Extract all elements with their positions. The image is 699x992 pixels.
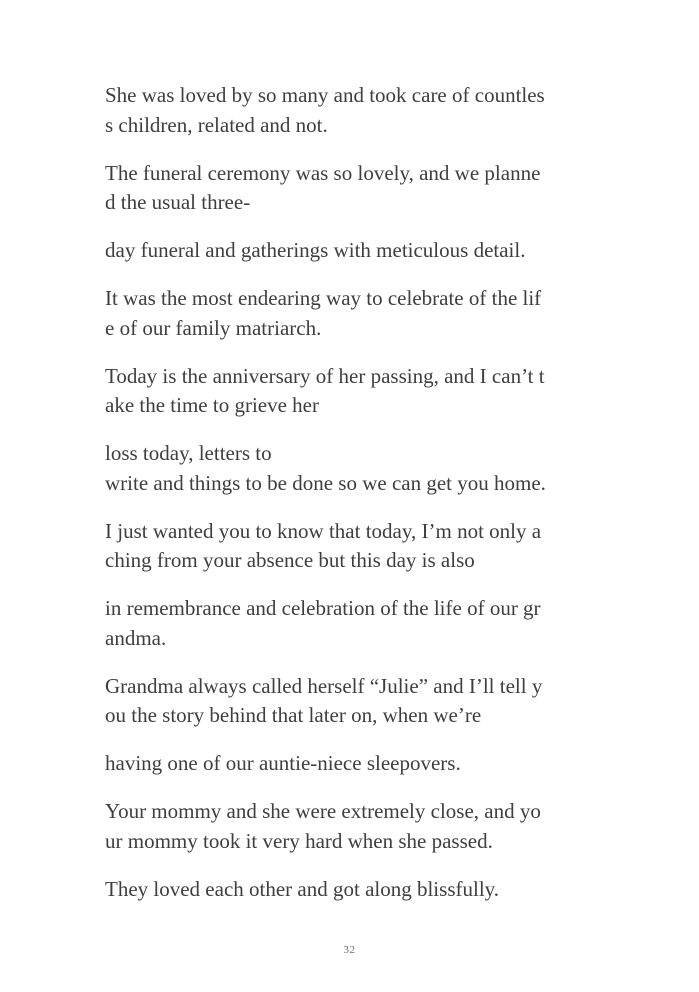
text-line: Grandma always called herself “Julie” and I’ll tell y: [105, 673, 543, 698]
paragraph: [105, 81, 611, 140]
text-line: She was loved by so many and took care of countles: [105, 83, 545, 107]
text-line: They loved each other and got along blissfully.: [105, 876, 500, 901]
text-line: loss today, letters to: [105, 441, 272, 465]
text-line: Today is the anniversary of her passing, and I can’t t: [105, 363, 545, 388]
paragraph: [105, 797, 611, 856]
paragraph: [105, 236, 611, 266]
text-line: d the usual three-: [105, 190, 251, 214]
paragraph: [105, 517, 611, 576]
text-line: ake the time to grieve her: [105, 393, 319, 417]
paragraph: [105, 159, 611, 218]
paragraph: [105, 284, 611, 343]
text-line: andma.: [105, 625, 167, 650]
paragraph: [105, 439, 611, 498]
paragraph: [105, 594, 611, 653]
text-line: I just wanted you to know that today, I’m not only a: [105, 518, 542, 543]
text-line: e of our family matriarch.: [105, 315, 322, 340]
text-line: ching from your absence but this day is also: [105, 548, 475, 572]
paragraph: [105, 362, 611, 421]
text-line: Your mommy and she were extremely close, and yo: [105, 799, 541, 823]
text-line: in remembrance and celebration of the life of our gr: [105, 596, 541, 620]
text-line: ur mommy took it very hard when she passed.: [105, 828, 493, 853]
text-line: write and things to be done so we can get you home.: [105, 470, 546, 495]
text-line: It was the most endearing way to celebrate of the lif: [105, 286, 542, 310]
text-line: ou the story behind that later on, when we’re: [105, 703, 482, 727]
paragraph: [105, 749, 611, 779]
paragraph: [105, 875, 611, 905]
paragraph: [105, 672, 611, 731]
page-number: 32: [343, 944, 356, 956]
text-line: having one of our auntie-niece sleepovers.: [105, 751, 461, 775]
text-line: s children, related and not.: [105, 112, 328, 137]
text-line: The funeral ceremony was so lovely, and we planne: [105, 160, 541, 185]
text-line: day funeral and gatherings with meticulous detail.: [105, 238, 526, 262]
